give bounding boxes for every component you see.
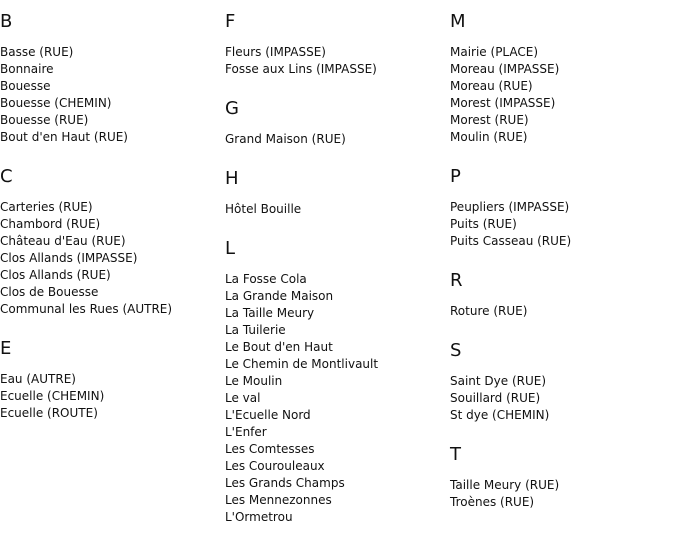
street-list [0, 371, 225, 422]
street-list [225, 131, 450, 148]
index-column-3 [450, 10, 675, 530]
street-link[interactable]: Le Moulin [225, 374, 283, 388]
street-link[interactable]: Le Bout d'en Haut [225, 340, 333, 354]
letter-group [0, 165, 225, 318]
street-link[interactable]: L'Ecuelle Nord [225, 408, 311, 422]
letter-heading: B [0, 11, 13, 32]
street-link[interactable]: Puits (RUE) [450, 217, 517, 231]
street-link[interactable]: Eau (AUTRE) [0, 372, 76, 386]
letter-heading: S [450, 340, 462, 361]
street-link[interactable]: Moreau (RUE) [450, 79, 533, 93]
street-link[interactable]: Carteries (RUE) [0, 200, 93, 214]
street-link[interactable]: Morest (IMPASSE) [450, 96, 556, 110]
index-column-2 [225, 10, 450, 545]
index-column-1 [0, 10, 225, 441]
street-link[interactable]: Ecuelle (CHEMIN) [0, 389, 105, 403]
street-link[interactable]: La Grande Maison [225, 289, 334, 303]
street-link[interactable]: Saint Dye (RUE) [450, 374, 547, 388]
street-link[interactable]: L'Enfer [225, 425, 267, 439]
street-link[interactable]: Moreau (IMPASSE) [450, 62, 560, 76]
letter-group [225, 97, 450, 148]
street-link[interactable]: Le Chemin de Montlivault [225, 357, 379, 371]
street-list [450, 303, 675, 320]
street-link[interactable]: Hôtel Bouille [225, 202, 302, 216]
street-list [450, 44, 675, 146]
letter-heading: R [450, 270, 463, 291]
street-link[interactable]: Les Grands Champs [225, 476, 345, 490]
street-link[interactable]: Bonnaire [0, 62, 54, 76]
street-link[interactable]: Souillard (RUE) [450, 391, 541, 405]
street-link[interactable]: Grand Maison (RUE) [225, 132, 346, 146]
street-link[interactable]: Communal les Rues (AUTRE) [0, 302, 173, 316]
street-list [450, 199, 675, 250]
street-link[interactable]: Fosse aux Lins (IMPASSE) [225, 62, 377, 76]
street-link[interactable]: Le val [225, 391, 261, 405]
street-link[interactable]: Clos de Bouesse [0, 285, 99, 299]
letter-heading: E [0, 338, 12, 359]
street-link[interactable]: Taille Meury (RUE) [450, 478, 560, 492]
letter-heading: F [225, 11, 236, 32]
letter-heading: M [450, 11, 466, 32]
street-link[interactable]: Ecuelle (ROUTE) [0, 406, 98, 420]
street-link[interactable]: St dye (CHEMIN) [450, 408, 550, 422]
street-link[interactable]: La Taille Meury [225, 306, 315, 320]
street-list [225, 201, 450, 218]
street-link[interactable]: Troènes (RUE) [450, 495, 535, 509]
street-link[interactable]: La Tuilerie [225, 323, 286, 337]
letter-group [450, 269, 675, 320]
street-link[interactable]: Les Mennezonnes [225, 493, 332, 507]
street-link[interactable]: Fleurs (IMPASSE) [225, 45, 326, 59]
street-link[interactable]: Basse (RUE) [0, 45, 74, 59]
street-list [450, 373, 675, 424]
street-link[interactable]: Les Comtesses [225, 442, 315, 456]
street-link[interactable]: Moulin (RUE) [450, 130, 528, 144]
letter-group [0, 10, 225, 146]
street-link[interactable]: Bouesse (CHEMIN) [0, 96, 112, 110]
letter-group [450, 443, 675, 511]
street-link[interactable]: Chambord (RUE) [0, 217, 101, 231]
letter-heading: T [450, 444, 461, 465]
street-link[interactable]: Les Courouleaux [225, 459, 325, 473]
letter-group [450, 10, 675, 146]
letter-group [450, 165, 675, 250]
letter-group [225, 167, 450, 218]
letter-group [225, 237, 450, 526]
street-link[interactable]: Morest (RUE) [450, 113, 529, 127]
letter-heading: P [450, 166, 461, 187]
letter-group [225, 10, 450, 78]
street-link[interactable]: Clos Allands (IMPASSE) [0, 251, 138, 265]
letter-heading: H [225, 168, 239, 189]
street-link[interactable]: L'Ormetrou [225, 510, 293, 524]
street-link[interactable]: Puits Casseau (RUE) [450, 234, 572, 248]
street-list [225, 271, 450, 526]
street-link[interactable]: La Fosse Cola [225, 272, 307, 286]
street-link[interactable]: Bout d'en Haut (RUE) [0, 130, 128, 144]
street-link[interactable]: Peupliers (IMPASSE) [450, 200, 570, 214]
street-link[interactable]: Bouesse (RUE) [0, 113, 89, 127]
letter-heading: G [225, 98, 239, 119]
street-link[interactable]: Bouesse [0, 79, 51, 93]
street-link[interactable]: Mairie (PLACE) [450, 45, 539, 59]
street-list [0, 44, 225, 146]
street-link[interactable]: Roture (RUE) [450, 304, 528, 318]
street-link[interactable]: Château d'Eau (RUE) [0, 234, 126, 248]
letter-heading: C [0, 166, 13, 187]
street-link[interactable]: Clos Allands (RUE) [0, 268, 111, 282]
street-list [225, 44, 450, 78]
letter-group [0, 337, 225, 422]
letter-heading: L [225, 238, 236, 259]
letter-group [450, 339, 675, 424]
street-list [450, 477, 675, 511]
street-list [0, 199, 225, 318]
